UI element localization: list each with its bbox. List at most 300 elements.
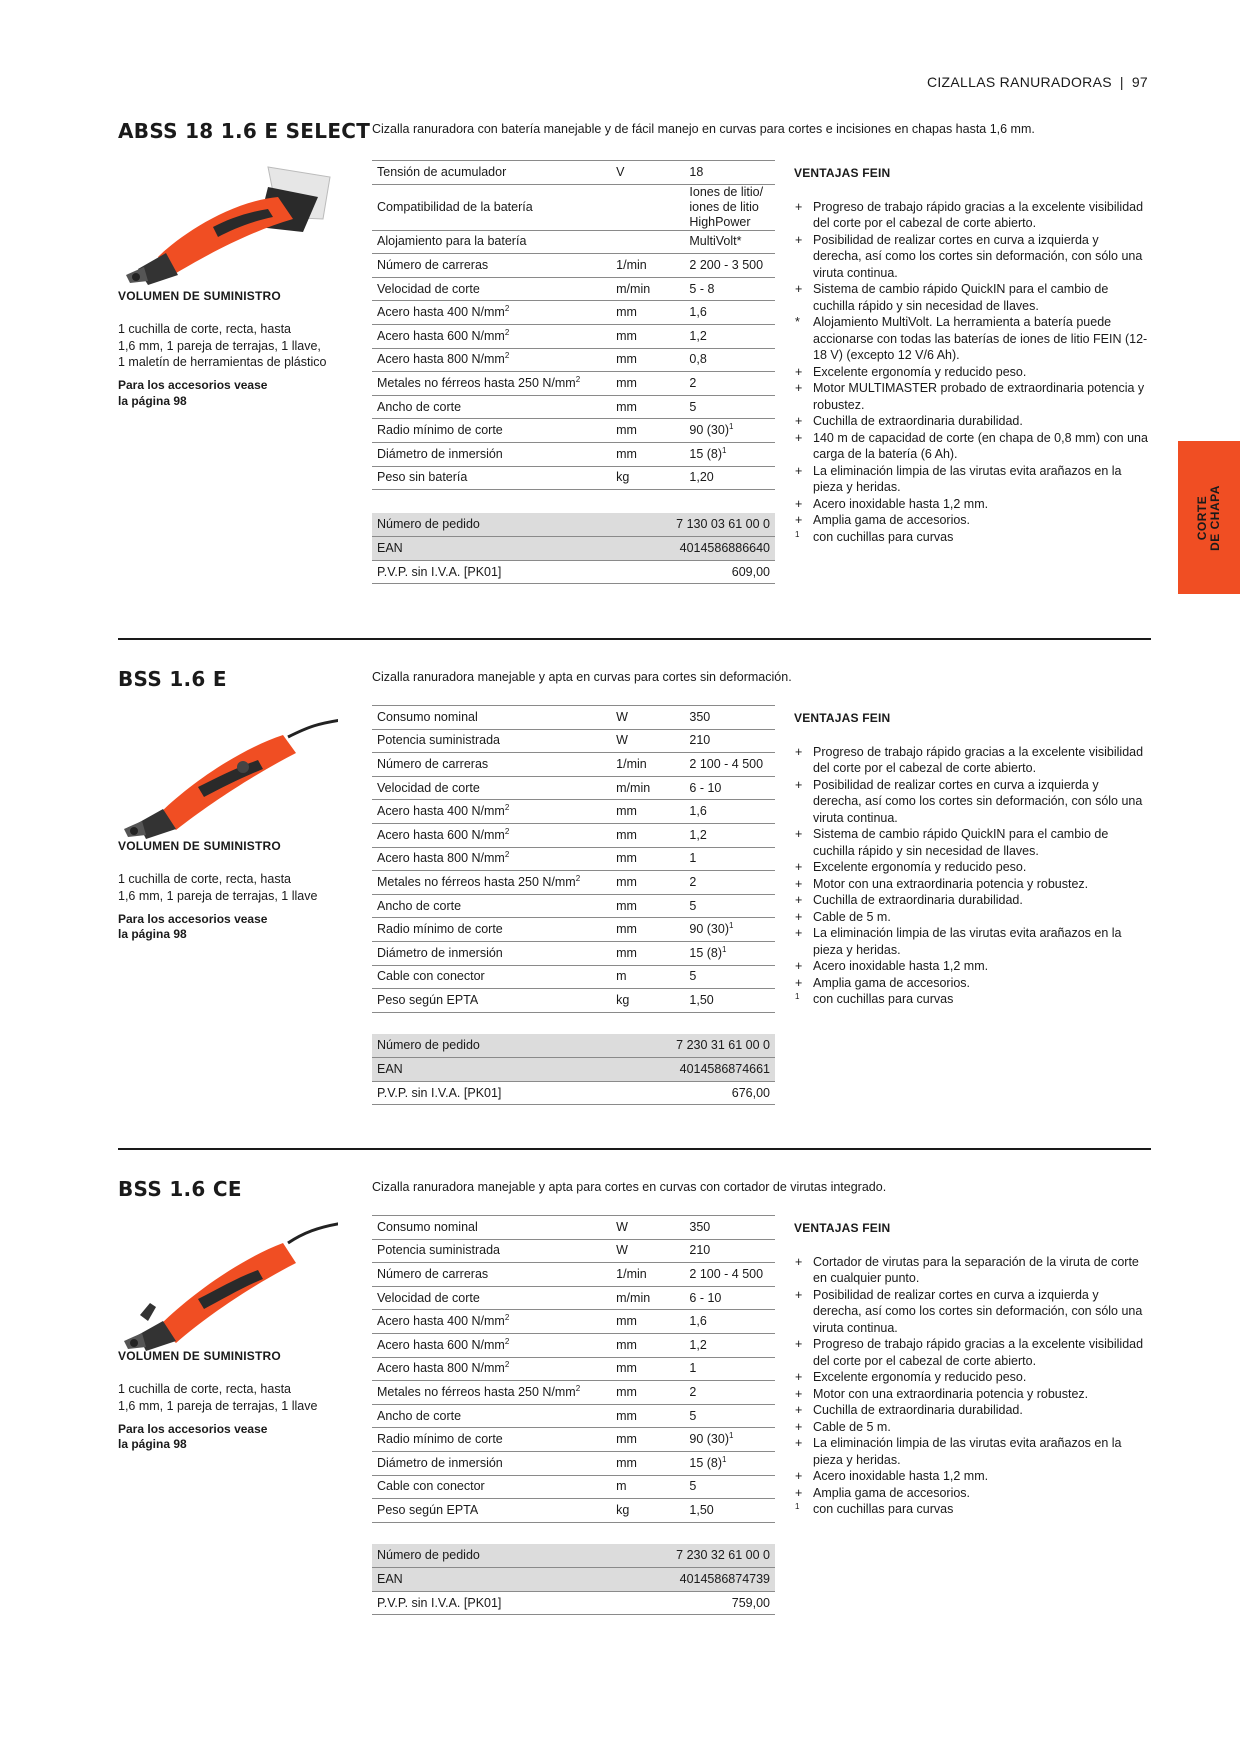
- section-name: CIZALLAS RANURADORAS: [926, 74, 1112, 90]
- advantage-item: [794, 314, 1148, 364]
- spec-row: [372, 466, 775, 490]
- advantage-item: [794, 1419, 1148, 1436]
- spec-label: Radio mínimo de corte: [372, 419, 611, 443]
- spec-value: 18: [683, 161, 775, 185]
- spec-unit: mm: [611, 1451, 683, 1475]
- advantage-text: Amplia gama de accesorios.: [813, 1485, 971, 1500]
- order-row: [372, 1057, 775, 1081]
- spec-unit: W: [611, 729, 683, 753]
- advantages-block: [794, 1220, 1148, 1518]
- advantage-marker: 1: [795, 529, 800, 539]
- spec-unit: mm: [611, 1333, 683, 1357]
- advantage-marker: +: [795, 1403, 803, 1417]
- advantage-item: [794, 876, 1148, 893]
- advantage-text: Cuchilla de extraordinaria durabilidad.: [813, 893, 1023, 907]
- spec-label: Acero hasta 400 $N/mm^2$: [372, 800, 611, 824]
- spec-value: 90 $(30)^1$: [683, 419, 775, 443]
- advantage-item: [794, 975, 1148, 992]
- spec-unit: kg: [611, 466, 683, 490]
- advantage-marker: +: [795, 232, 803, 247]
- order-row: [372, 1034, 775, 1057]
- advantage-marker: +: [795, 430, 803, 445]
- spec-value: 2: [683, 871, 775, 895]
- advantage-text: La eliminación limpia de las virutas evita arañazos en la pieza y heridas.: [813, 463, 1122, 494]
- spec-row: [372, 989, 775, 1013]
- advantage-text: Motor con una extraordinaria potencia y robustez.: [813, 876, 1089, 891]
- spec-label: Acero hasta 400 $N/mm^2$: [372, 1310, 611, 1334]
- spec-value: 5: [683, 1404, 775, 1428]
- advantage-item: [794, 1336, 1148, 1369]
- spec-label: Ancho de corte: [372, 894, 611, 918]
- spec-value: 1,2: [683, 823, 775, 847]
- spec-unit: mm: [611, 1381, 683, 1405]
- accessories-line: Para los accesorios vease: [118, 378, 268, 393]
- advantage-marker: +: [795, 777, 803, 792]
- order-row: [372, 1567, 775, 1591]
- spec-unit: m/min: [611, 1286, 683, 1310]
- supply-line: 1,6 mm, 1 pareja de terrajas, 1 llave,: [118, 338, 321, 353]
- advantage-text: Alojamiento MultiVolt. La herramienta a batería puede accionarse con todas las baterías de iones de litio FEIN (12-18 V) (excepto 12 V/6 Ah).: [813, 315, 1148, 362]
- spec-unit: 1/min: [611, 753, 683, 777]
- advantage-item: [794, 413, 1148, 430]
- accessories-line: Para los accesorios vease: [118, 911, 268, 926]
- order-value: 7 130 03 61 00 0: [599, 513, 775, 536]
- spec-row: [372, 230, 775, 254]
- advantage-marker: +: [795, 496, 803, 511]
- tool-image-corded-shear-chip-cutter: [118, 1215, 338, 1355]
- advantage-item: [794, 1369, 1148, 1386]
- order-table: [372, 1544, 775, 1615]
- advantage-item: [794, 1435, 1148, 1468]
- advantage-marker: +: [795, 975, 803, 990]
- advantages-block: [794, 165, 1148, 545]
- advantage-item: [794, 1287, 1148, 1337]
- spec-value: 2 100 - 4 500: [683, 753, 775, 777]
- spec-label: Alojamiento para la batería: [372, 230, 611, 254]
- spec-unit: mm: [611, 941, 683, 965]
- spec-row: [372, 1475, 775, 1499]
- advantage-marker: +: [795, 199, 803, 214]
- supply-line: 1 cuchilla de corte, recta, hasta: [118, 1382, 292, 1397]
- advantage-text: Posibilidad de realizar cortes en curva a izquierda y derecha, así como los cortes sin deformación, con sólo una viruta continua.: [813, 232, 1143, 280]
- spec-unit: mm: [611, 301, 683, 325]
- spec-row: [372, 1357, 775, 1381]
- spec-label: Peso según EPTA: [372, 1499, 611, 1523]
- spec-unit: m: [611, 965, 683, 989]
- spec-row: [372, 1451, 775, 1475]
- advantage-text: Progreso de trabajo rápido gracias a la excelente visibilidad del corte por el cabezal de corte abierto.: [813, 1337, 1144, 1368]
- product-title: ABSS 18 1.6 E SELECT: [118, 119, 371, 143]
- spec-unit: mm: [611, 871, 683, 895]
- advantage-text: Acero inoxidable hasta 1,2 mm.: [813, 496, 989, 511]
- advantage-marker: +: [795, 1337, 803, 1351]
- side-tab-line1: CORTE: [1195, 495, 1209, 540]
- spec-unit: m/min: [611, 277, 683, 301]
- spec-unit: mm: [611, 823, 683, 847]
- spec-row: [372, 442, 775, 466]
- order-row: [372, 1544, 775, 1567]
- spec-row: [372, 1381, 775, 1405]
- spec-value: 1,6: [683, 301, 775, 325]
- product-section: [118, 667, 1151, 1107]
- accessories-line: la página 98: [118, 927, 187, 942]
- spec-value: 5: [683, 894, 775, 918]
- spec-label: Diámetro de inmersión: [372, 442, 611, 466]
- spec-unit: W: [611, 706, 683, 730]
- spec-value: 1: [683, 847, 775, 871]
- supply-heading: VOLUMEN DE SUMINISTRO: [118, 839, 281, 853]
- advantage-text: Motor MULTIMASTER probado de extraordinaria potencia y robustez.: [813, 381, 1145, 412]
- advantage-marker: +: [795, 909, 803, 924]
- advantage-text: con cuchillas para curvas: [813, 1502, 954, 1516]
- advantage-item: [794, 777, 1148, 827]
- spec-unit: kg: [611, 1499, 683, 1523]
- spec-label: Acero hasta 800 $N/mm^2$: [372, 847, 611, 871]
- supply-block: [118, 288, 354, 409]
- spec-unit: mm: [611, 1357, 683, 1381]
- advantage-text: Progreso de trabajo rápido gracias a la excelente visibilidad del corte por el cabezal de corte abierto.: [813, 744, 1144, 775]
- order-label: Número de pedido: [372, 1034, 599, 1057]
- advantage-marker: +: [795, 1386, 803, 1401]
- accessories-note: [118, 912, 354, 943]
- spec-row: [372, 918, 775, 942]
- spec-value: 6 - 10: [683, 1286, 775, 1310]
- spec-unit: [611, 230, 683, 254]
- spec-label: Ancho de corte: [372, 395, 611, 419]
- order-label: P.V.P. sin I.V.A. [PK01]: [372, 1081, 599, 1105]
- order-row: [372, 1081, 775, 1105]
- spec-unit: mm: [611, 1404, 683, 1428]
- order-label: Número de pedido: [372, 513, 599, 536]
- page-number: 97: [1131, 74, 1148, 90]
- advantages-block: [794, 710, 1148, 1008]
- spec-value: 1,6: [683, 800, 775, 824]
- spec-row: [372, 1239, 775, 1263]
- spec-row: [372, 1428, 775, 1452]
- spec-label: Potencia suministrada: [372, 729, 611, 753]
- spec-value: 15 $(8)^1$: [683, 442, 775, 466]
- advantage-marker: +: [795, 1370, 803, 1384]
- supply-line: 1,6 mm, 1 pareja de terrajas, 1 llave: [118, 1398, 318, 1413]
- spec-unit: mm: [611, 1428, 683, 1452]
- section-divider: [118, 638, 1151, 640]
- advantage-text: Amplia gama de accesorios.: [813, 513, 971, 527]
- advantage-item: [794, 463, 1148, 496]
- spec-value: 6 - 10: [683, 776, 775, 800]
- advantage-item: [794, 826, 1148, 859]
- spec-label: Metales no férreos hasta 250 $N/mm^2$: [372, 1381, 611, 1405]
- product-description: Cizalla ranuradora manejable y apta para cortes en curvas con cortador de virutas integrado.: [372, 1180, 887, 1194]
- advantage-item: [794, 364, 1148, 381]
- order-value: 676,00: [599, 1081, 775, 1105]
- order-table: [372, 1034, 775, 1105]
- section-divider: [118, 1148, 1151, 1150]
- advantage-item: [794, 1402, 1148, 1419]
- spec-row: [372, 372, 775, 396]
- spec-value: 1,2: [683, 324, 775, 348]
- spec-value: 1,50: [683, 989, 775, 1013]
- spec-label: Acero hasta 400 $N/mm^2$: [372, 301, 611, 325]
- spec-value: 1: [683, 1357, 775, 1381]
- spec-label: Diámetro de inmersión: [372, 1451, 611, 1475]
- order-value: 4014586874739: [599, 1567, 775, 1591]
- page-header: [927, 74, 1148, 90]
- order-value: 7 230 31 61 00 0: [599, 1034, 775, 1057]
- spec-value: 1,2: [683, 1333, 775, 1357]
- spec-unit: mm: [611, 1310, 683, 1334]
- spec-row: [372, 1263, 775, 1287]
- spec-label: Radio mínimo de corte: [372, 1428, 611, 1452]
- spec-label: Número de carreras: [372, 254, 611, 278]
- supply-block: [118, 1348, 354, 1453]
- spec-unit: mm: [611, 847, 683, 871]
- spec-unit: mm: [611, 800, 683, 824]
- advantage-item: [794, 1386, 1148, 1403]
- order-label: P.V.P. sin I.V.A. [PK01]: [372, 1591, 599, 1615]
- spec-unit: kg: [611, 989, 683, 1013]
- spec-row: [372, 823, 775, 847]
- spec-value: 210: [683, 1239, 775, 1263]
- advantage-marker: +: [795, 282, 803, 296]
- spec-value: 2 100 - 4 500: [683, 1263, 775, 1287]
- spec-row: [372, 1310, 775, 1334]
- advantage-text: Posibilidad de realizar cortes en curva a izquierda y derecha, así como los cortes sin deformación, con sólo una viruta continua.: [813, 777, 1143, 825]
- spec-row: [372, 254, 775, 278]
- spec-row: [372, 965, 775, 989]
- advantage-item: [794, 496, 1148, 513]
- advantages-heading: VENTAJAS FEIN: [794, 1221, 891, 1235]
- advantage-text: con cuchillas para curvas: [813, 529, 954, 544]
- advantage-text: Excelente ergonomía y reducido peso.: [813, 364, 1027, 379]
- spec-row: [372, 941, 775, 965]
- spec-value: 5 - 8: [683, 277, 775, 301]
- spec-unit: W: [611, 1239, 683, 1263]
- spec-unit: mm: [611, 324, 683, 348]
- advantage-item: [794, 744, 1148, 777]
- spec-label: Compatibilidad de la batería: [372, 184, 611, 230]
- spec-row: [372, 1286, 775, 1310]
- product-section: [118, 119, 1151, 589]
- order-value: 759,00: [599, 1591, 775, 1615]
- advantage-marker: +: [795, 1485, 803, 1500]
- advantage-marker: +: [795, 744, 803, 759]
- advantage-marker: +: [795, 463, 803, 478]
- spec-label: Tensión de acumulador: [372, 161, 611, 185]
- spec-label: Acero hasta 600 $N/mm^2$: [372, 1333, 611, 1357]
- spec-value: 90 $(30)^1$: [683, 1428, 775, 1452]
- advantage-item: [794, 380, 1148, 413]
- spec-label: Acero hasta 800 $N/mm^2$: [372, 1357, 611, 1381]
- accessories-note: [118, 378, 354, 409]
- advantage-text: Excelente ergonomía y reducido peso.: [813, 1370, 1027, 1384]
- order-value: 4014586874661: [599, 1057, 775, 1081]
- advantage-text: Acero inoxidable hasta 1,2 mm.: [813, 1469, 989, 1483]
- order-row: [372, 513, 775, 536]
- advantage-text: Cuchilla de extraordinaria durabilidad.: [813, 1403, 1023, 1417]
- spec-label: Diámetro de inmersión: [372, 941, 611, 965]
- order-row: [372, 560, 775, 584]
- spec-label: Número de carreras: [372, 753, 611, 777]
- spec-label: Radio mínimo de corte: [372, 918, 611, 942]
- spec-row: [372, 871, 775, 895]
- spec-row: [372, 1499, 775, 1523]
- advantage-text: Cable de 5 m.: [813, 909, 891, 924]
- advantage-marker: +: [795, 414, 803, 428]
- advantage-text: Cortador de virutas para la separación de la viruta de corte en cualquier punto.: [813, 1254, 1139, 1285]
- spec-label: Acero hasta 800 $N/mm^2$: [372, 348, 611, 372]
- spec-value: 5: [683, 965, 775, 989]
- advantage-item: [794, 512, 1148, 529]
- advantage-text: Cuchilla de extraordinaria durabilidad.: [813, 414, 1023, 428]
- spec-unit: mm: [611, 894, 683, 918]
- spec-row: [372, 324, 775, 348]
- spec-row: [372, 776, 775, 800]
- advantage-text: La eliminación limpia de las virutas evita arañazos en la pieza y heridas.: [813, 1436, 1122, 1467]
- spec-unit: mm: [611, 348, 683, 372]
- advantage-item: [794, 281, 1148, 314]
- order-label: EAN: [372, 1567, 599, 1591]
- spec-label: Cable con conector: [372, 965, 611, 989]
- advantage-item: [794, 859, 1148, 876]
- spec-row: [372, 1333, 775, 1357]
- spec-unit: m: [611, 1475, 683, 1499]
- order-table: [372, 513, 775, 584]
- product-section: [118, 1177, 1151, 1617]
- advantage-item: [794, 430, 1148, 463]
- spec-value: 0,8: [683, 348, 775, 372]
- spec-value: 2: [683, 1381, 775, 1405]
- spec-row: [372, 184, 775, 230]
- advantage-text: Sistema de cambio rápido QuickIN para el cambio de cuchilla rápido y sin necesidad de llaves.: [813, 827, 1109, 858]
- spec-label: Potencia suministrada: [372, 1239, 611, 1263]
- supply-line: 1,6 mm, 1 pareja de terrajas, 1 llave: [118, 888, 318, 903]
- spec-unit: mm: [611, 918, 683, 942]
- spec-row: [372, 847, 775, 871]
- spec-label: Acero hasta 600 $N/mm^2$: [372, 324, 611, 348]
- supply-heading: VOLUMEN DE SUMINISTRO: [118, 1349, 281, 1363]
- spec-label: Velocidad de corte: [372, 1286, 611, 1310]
- advantage-item: [794, 1254, 1148, 1287]
- advantage-item: [794, 1485, 1148, 1502]
- advantage-text: 140 m de capacidad de corte (en chapa de 0,8 mm) con una carga de la batería (6 Ah).: [813, 430, 1148, 461]
- spec-row: [372, 348, 775, 372]
- specs-table: [372, 160, 775, 490]
- spec-unit: mm: [611, 395, 683, 419]
- advantage-marker: +: [795, 1254, 803, 1269]
- spec-label: Consumo nominal: [372, 1216, 611, 1240]
- advantage-marker: +: [795, 513, 803, 527]
- advantage-text: Acero inoxidable hasta 1,2 mm.: [813, 959, 989, 973]
- accessories-line: la página 98: [118, 393, 187, 408]
- advantage-text: Sistema de cambio rápido QuickIN para el cambio de cuchilla rápido y sin necesidad de llaves.: [813, 282, 1109, 313]
- spec-row: [372, 753, 775, 777]
- specs-table: [372, 705, 775, 1013]
- product-description: Cizalla ranuradora con batería manejable y de fácil manejo en curvas para cortes e incisiones en chapas hasta 1,6 mm.: [372, 122, 1035, 136]
- spec-value: 350: [683, 706, 775, 730]
- advantage-item: [794, 199, 1148, 232]
- spec-row: [372, 706, 775, 730]
- spec-unit: 1/min: [611, 254, 683, 278]
- order-row: [372, 536, 775, 560]
- spec-label: Metales no férreos hasta 250 $N/mm^2$: [372, 372, 611, 396]
- order-row: [372, 1591, 775, 1615]
- spec-value: 1,6: [683, 1310, 775, 1334]
- side-tab-line2: DE CHAPA: [1208, 484, 1222, 551]
- spec-value: Iones de litio/ iones de litio HighPower: [683, 184, 775, 230]
- spec-value: MultiVolt*: [683, 230, 775, 254]
- spec-unit: 1/min: [611, 1263, 683, 1287]
- advantages-heading: VENTAJAS FEIN: [794, 166, 891, 180]
- order-label: EAN: [372, 1057, 599, 1081]
- advantage-item: [794, 232, 1148, 282]
- advantage-text: La eliminación limpia de las virutas evita arañazos en la pieza y heridas.: [813, 926, 1122, 957]
- spec-row: [372, 894, 775, 918]
- order-value: 4014586886640: [599, 536, 775, 560]
- advantage-item: [794, 1501, 1148, 1518]
- supply-line: 1 maletín de herramientas de plástico: [118, 354, 327, 369]
- advantage-text: Amplia gama de accesorios.: [813, 975, 971, 990]
- spec-unit: mm: [611, 442, 683, 466]
- advantage-item: [794, 909, 1148, 926]
- order-label: P.V.P. sin I.V.A. [PK01]: [372, 560, 599, 584]
- accessories-line: la página 98: [118, 1437, 187, 1452]
- advantages-heading: VENTAJAS FEIN: [794, 711, 891, 725]
- supply-block: [118, 838, 354, 943]
- spec-value: 1,20: [683, 466, 775, 490]
- spec-label: Acero hasta 600 $N/mm^2$: [372, 823, 611, 847]
- advantage-text: Cable de 5 m.: [813, 1419, 891, 1434]
- supply-line: 1 cuchilla de corte, recta, hasta: [118, 872, 292, 887]
- spec-unit: mm: [611, 419, 683, 443]
- advantage-marker: +: [795, 1436, 803, 1450]
- advantage-marker: *: [795, 315, 800, 329]
- spec-value: 210: [683, 729, 775, 753]
- advantage-marker: +: [795, 381, 803, 395]
- accessories-line: Para los accesorios vease: [118, 1421, 268, 1436]
- advantage-item: [794, 892, 1148, 909]
- product-title: BSS 1.6 CE: [118, 1177, 242, 1201]
- spec-row: [372, 1404, 775, 1428]
- product-title: BSS 1.6 E: [118, 667, 227, 691]
- spec-label: Peso según EPTA: [372, 989, 611, 1013]
- spec-value: 5: [683, 1475, 775, 1499]
- order-value: 7 230 32 61 00 0: [599, 1544, 775, 1567]
- advantage-marker: +: [795, 364, 803, 379]
- spec-label: Ancho de corte: [372, 1404, 611, 1428]
- spec-value: 90 $(30)^1$: [683, 918, 775, 942]
- advantage-item: [794, 1468, 1148, 1485]
- advantage-marker: +: [795, 860, 803, 874]
- side-tab: [1178, 441, 1240, 594]
- product-description: Cizalla ranuradora manejable y apta en curvas para cortes sin deformación.: [372, 670, 792, 684]
- advantage-marker: +: [795, 827, 803, 841]
- advantage-item: [794, 958, 1148, 975]
- spec-unit: m/min: [611, 776, 683, 800]
- advantage-text: Progreso de trabajo rápido gracias a la excelente visibilidad del corte por el cabezal de corte abierto.: [813, 199, 1144, 230]
- spec-row: [372, 800, 775, 824]
- advantage-marker: +: [795, 1287, 803, 1302]
- specs-table: [372, 1215, 775, 1523]
- spec-row: [372, 277, 775, 301]
- advantage-marker: +: [795, 1419, 803, 1434]
- spec-value: 5: [683, 395, 775, 419]
- spec-label: Peso sin batería: [372, 466, 611, 490]
- order-label: Número de pedido: [372, 1544, 599, 1567]
- advantage-marker: +: [795, 1469, 803, 1483]
- spec-label: Cable con conector: [372, 1475, 611, 1499]
- spec-value: 15 $(8)^1$: [683, 1451, 775, 1475]
- spec-label: Consumo nominal: [372, 706, 611, 730]
